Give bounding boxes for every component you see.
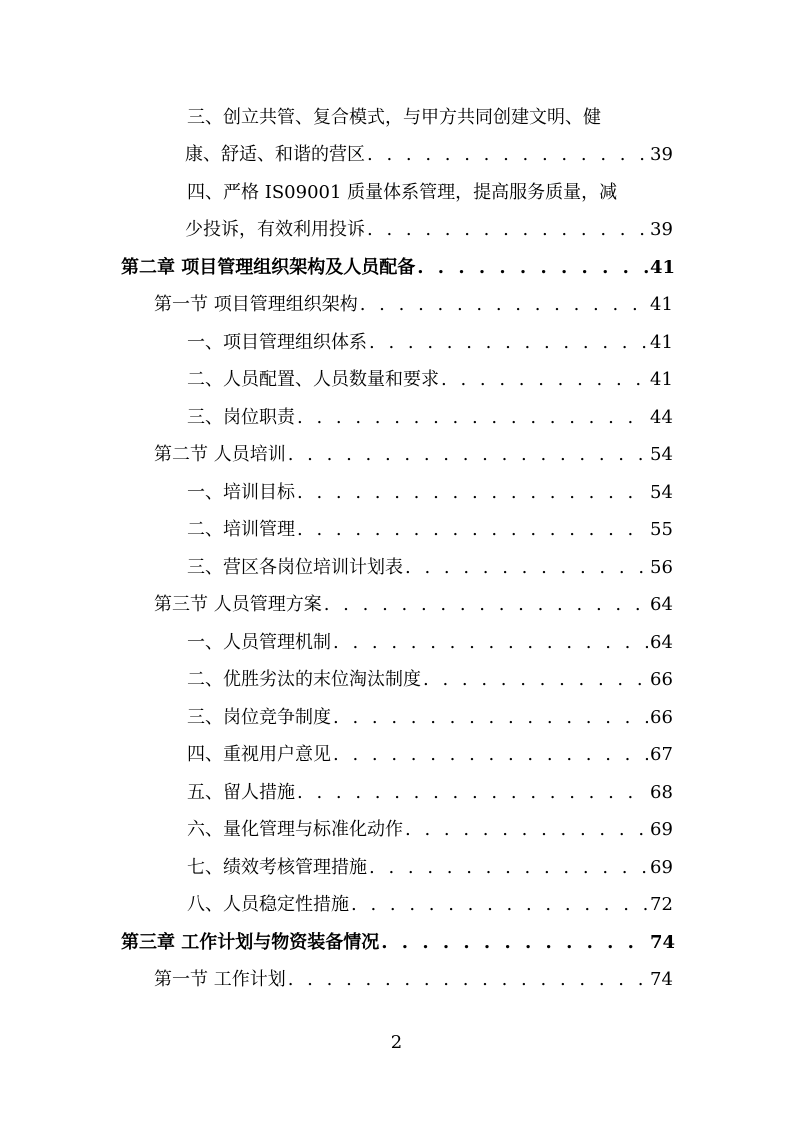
toc-subsection[interactable] xyxy=(187,820,672,857)
leader-dots xyxy=(381,933,648,953)
toc-page-number: 41 xyxy=(650,257,676,278)
toc-subsection[interactable] xyxy=(187,333,672,370)
toc-entry-text: 七、绩效考核管理措施 xyxy=(187,857,367,878)
toc-section[interactable] xyxy=(154,445,672,482)
toc-section[interactable] xyxy=(154,295,672,332)
leader-dots xyxy=(333,745,648,765)
toc-page-number: 67 xyxy=(650,744,673,765)
toc-entry-text: 五、留人措施 xyxy=(187,782,295,803)
toc-entry-text: 第一节 项目管理组织架构 xyxy=(154,294,358,315)
toc-page-number: 39 xyxy=(650,219,673,240)
toc-entry-text: 第三节 人员管理方案 xyxy=(154,594,322,615)
toc-section[interactable] xyxy=(154,970,672,1007)
toc-subsection[interactable] xyxy=(187,520,672,557)
toc-page-number: 54 xyxy=(650,444,673,465)
toc-page-number: 64 xyxy=(650,632,673,653)
toc-entry-text: 八、人员稳定性措施 xyxy=(187,894,349,915)
toc-page-number: 69 xyxy=(650,819,673,840)
toc-section[interactable] xyxy=(154,595,672,632)
leader-dots xyxy=(351,895,648,915)
toc-entry-text: 二、培训管理 xyxy=(187,519,295,540)
leader-dots xyxy=(441,370,648,390)
toc-page-number: 44 xyxy=(650,407,673,428)
leader-dots xyxy=(369,333,648,353)
leader-dots xyxy=(297,408,648,428)
toc-entry-text: 六、量化管理与标准化动作 xyxy=(187,819,403,840)
toc-subsection[interactable] xyxy=(187,708,672,745)
toc-entry-text: 三、岗位竞争制度 xyxy=(187,707,331,728)
leader-dots xyxy=(367,220,648,240)
toc-page-number: 41 xyxy=(650,369,673,390)
toc-subsection[interactable] xyxy=(187,370,672,407)
toc-page-number: 39 xyxy=(650,144,673,165)
toc-entry-text: 第二节 人员培训 xyxy=(154,444,286,465)
toc-entry-text: 三、岗位职责 xyxy=(187,407,295,428)
toc-page-number: 55 xyxy=(650,519,673,540)
toc-page-number: 54 xyxy=(650,482,673,503)
toc-subsection[interactable] xyxy=(187,895,672,932)
leader-dots xyxy=(423,670,648,690)
toc-entry-text: 第二章 项目管理组织架构及人员配备 xyxy=(121,257,416,278)
toc-subsection[interactable] xyxy=(187,783,672,820)
toc-page-number: 66 xyxy=(650,707,673,728)
toc-entry-text-line1: 三、创立共管、复合模式，与甲方共同创建文明、健 xyxy=(187,107,601,128)
leader-dots xyxy=(297,783,648,803)
toc-subsection[interactable] xyxy=(187,483,672,520)
toc-subsection[interactable] xyxy=(187,858,672,895)
leader-dots xyxy=(288,970,648,990)
toc-entry-text: 一、人员管理机制 xyxy=(187,632,331,653)
toc-chapter[interactable] xyxy=(121,932,676,970)
toc-entry-text: 三、营区各岗位培训计划表 xyxy=(187,557,403,578)
toc-entry-text-line1: 四、严格 IS09001 质量体系管理，提高服务质量，减 xyxy=(187,182,618,203)
leader-dots xyxy=(369,858,648,878)
toc-entry-text: 一、项目管理组织体系 xyxy=(187,332,367,353)
leader-dots xyxy=(405,558,648,578)
leader-dots xyxy=(333,633,648,653)
toc-entry-text: 第一节 工作计划 xyxy=(154,969,286,990)
toc-page-number: 66 xyxy=(650,669,673,690)
toc-page-number: 64 xyxy=(650,594,673,615)
toc-page-number: 72 xyxy=(650,894,673,915)
page-number: 2 xyxy=(390,1032,403,1053)
toc-page-number: 41 xyxy=(650,332,673,353)
toc-page-number: 68 xyxy=(650,782,673,803)
toc-entry-text: 二、人员配置、人员数量和要求 xyxy=(187,369,439,390)
toc-subsection[interactable] xyxy=(187,670,672,707)
toc-page-number: 74 xyxy=(650,969,673,990)
toc-entry[interactable] xyxy=(187,108,672,182)
toc-entry[interactable] xyxy=(187,183,672,257)
toc-entry-text: 二、优胜劣汰的末位淘汰制度 xyxy=(187,669,421,690)
leader-dots xyxy=(288,445,648,465)
leader-dots xyxy=(333,708,648,728)
toc-chapter[interactable] xyxy=(121,257,676,295)
toc-entry-text: 少投诉，有效利用投诉 xyxy=(185,219,365,240)
toc-page-number: 56 xyxy=(650,557,673,578)
toc-page-number: 41 xyxy=(650,294,673,315)
leader-dots xyxy=(405,820,648,840)
toc-page-number: 69 xyxy=(650,857,673,878)
leader-dots xyxy=(417,258,648,278)
toc-subsection[interactable] xyxy=(187,745,672,782)
toc-entry-text: 一、培训目标 xyxy=(187,482,295,503)
toc-subsection[interactable] xyxy=(187,633,672,670)
toc-entry-text: 四、重视用户意见 xyxy=(187,744,331,765)
leader-dots xyxy=(324,595,648,615)
leader-dots xyxy=(367,145,648,165)
toc-page-number: 74 xyxy=(650,932,676,953)
toc-entry-text: 康、舒适、和谐的营区 xyxy=(185,144,365,165)
toc-subsection[interactable] xyxy=(187,558,672,595)
toc-subsection[interactable] xyxy=(187,408,672,445)
leader-dots xyxy=(360,295,648,315)
toc-entry-text: 第三章 工作计划与物资装备情况 xyxy=(121,932,380,953)
leader-dots xyxy=(297,520,648,540)
leader-dots xyxy=(297,483,648,503)
